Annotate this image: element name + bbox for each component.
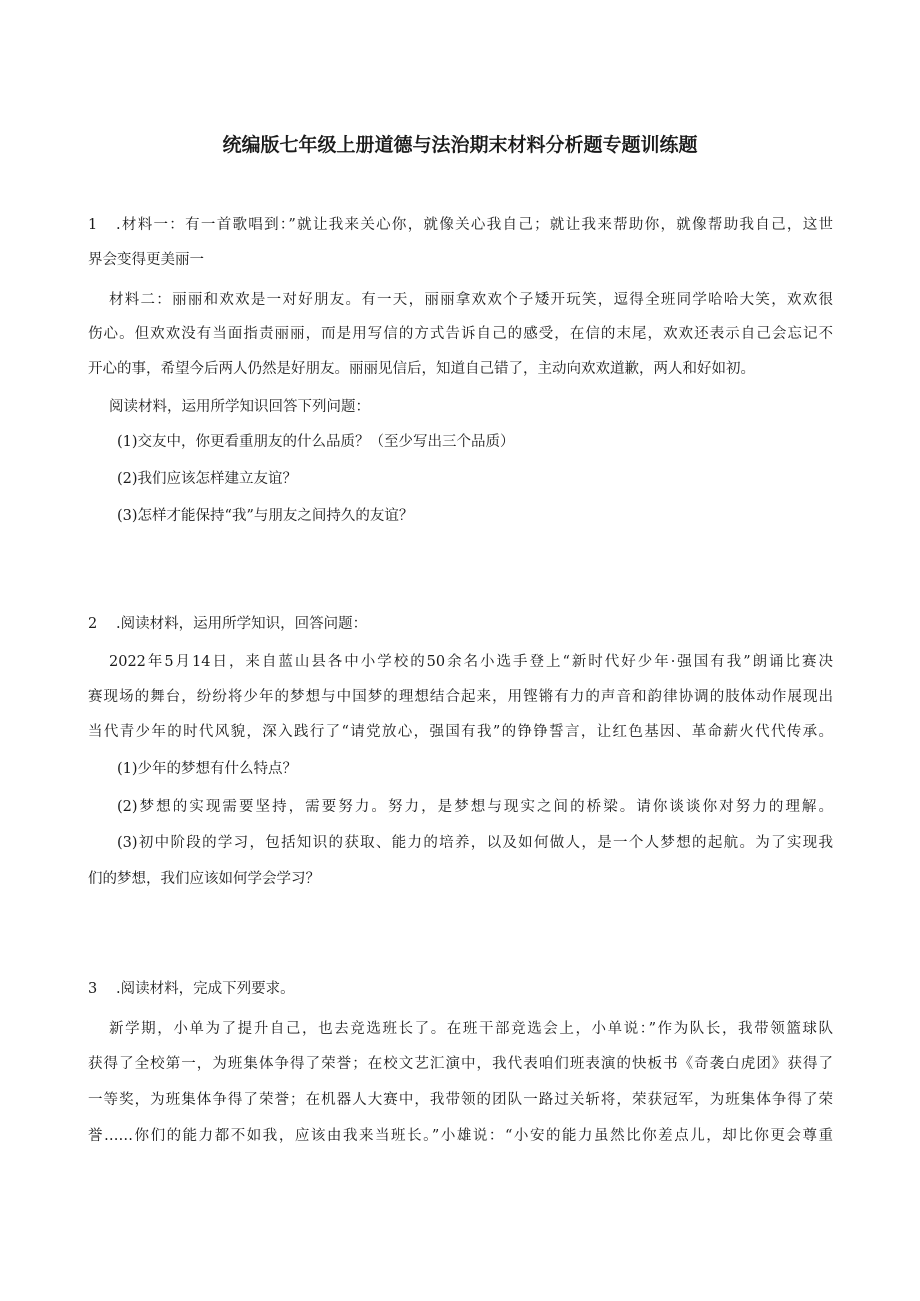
q2-sub-2: (2)梦想的实现需要坚持，需要努力。努力，是梦想与现实之间的桥梁。请你谈谈你对努力的理解。: [117, 799, 833, 815]
q3-number: 3: [88, 981, 98, 997]
q1-sub-3: (3)怎样才能保持“我”与朋友之间持久的友谊？: [117, 508, 414, 524]
q2-sub-3-cont: 们的梦想，我们应该如何学会学习？: [88, 871, 320, 887]
q2-sub-1: (1)少年的梦想有什么特点？: [117, 761, 298, 777]
document-title: 统编版七年级上册道德与法治期末材料分析题专题训练题: [222, 134, 698, 156]
q3-line-2: 新学期，小单为了提升自己，也去竞选班长了。在班干部竞选会上，小单说：”作为队长，我带领篮球队: [109, 1021, 833, 1037]
q2-line-3: 赛现场的舞台，纷纷将少年的梦想与中国梦的理想结合起来，用铿锵有力的声音和韵律协调的肢体动作展现出: [88, 689, 833, 705]
q3-line-4: 一等奖，为班集体争得了荣誉；在机器人大赛中，我带领的团队一路过关斩将，荣获冠军，为班集体争得了荣: [88, 1092, 833, 1108]
q1-line-2: 界会变得更美丽一: [88, 252, 204, 268]
q1-sub-2: (2)我们应该怎样建立友谊？: [117, 471, 298, 487]
q1-line-6: 阅读材料，运用所学知识回答下列问题：: [109, 399, 370, 415]
q3-line-5: 誉……你们的能力都不如我，应该由我来当班长。”小雄说：“小安的能力虽然比你差点儿，却比你更会尊重: [88, 1128, 833, 1144]
q1-line-5: 开心的事，希望今后两人仍然是好朋友。丽丽见信后，知道自己错了，主动向欢欢道歉，两人和好如初。: [88, 361, 755, 377]
q1-line-4: 伤心。但欢欢没有当面指责丽丽，而是用写信的方式告诉自己的感受，在信的末尾，欢欢还表示自己会忘记不: [88, 326, 833, 342]
q1-line-1: 1 .材料一：有一首歌唱到：”就让我来关心你，就像关心我自己；就让我来帮助你，就像帮助我自己，这世: [88, 217, 833, 233]
q2-line-1: 2 .阅读材料，运用所学知识，回答问题：: [88, 616, 368, 632]
q3-line-3: 获得了全校第一，为班集体争得了荣誉；在校文艺汇演中，我代表咱们班表演的快板书《奇袭白虎团》获得了: [88, 1056, 833, 1072]
q2-number: 2: [88, 616, 98, 632]
q3-line-1: 3 .阅读材料，完成下列要求。: [88, 981, 295, 997]
q1-sub-1: (1)交友中，你更看重朋友的什么品质？（至少写出三个品质）: [117, 434, 515, 450]
q2-line-2: 2022年5月14日，来自蓝山县各中小学校的50余名小选手登上“新时代好少年·强国有我”朗诵比赛决: [109, 654, 833, 670]
q2-sub-3: (3)初中阶段的学习，包括知识的获取、能力的培养，以及如何做人，是一个人梦想的起航。为了实现我: [117, 835, 833, 851]
q2-line-4: 当代青少年的时代风貌，深入践行了“请党放心，强国有我”的铮铮誓言，让红色基因、革命薪火代代传承。: [88, 724, 833, 740]
q1-line-3: 材料二：丽丽和欢欢是一对好朋友。有一天，丽丽拿欢欢个子矮开玩笑，逗得全班同学哈哈大笑，欢欢很: [109, 292, 833, 308]
q1-number: 1: [88, 217, 98, 233]
